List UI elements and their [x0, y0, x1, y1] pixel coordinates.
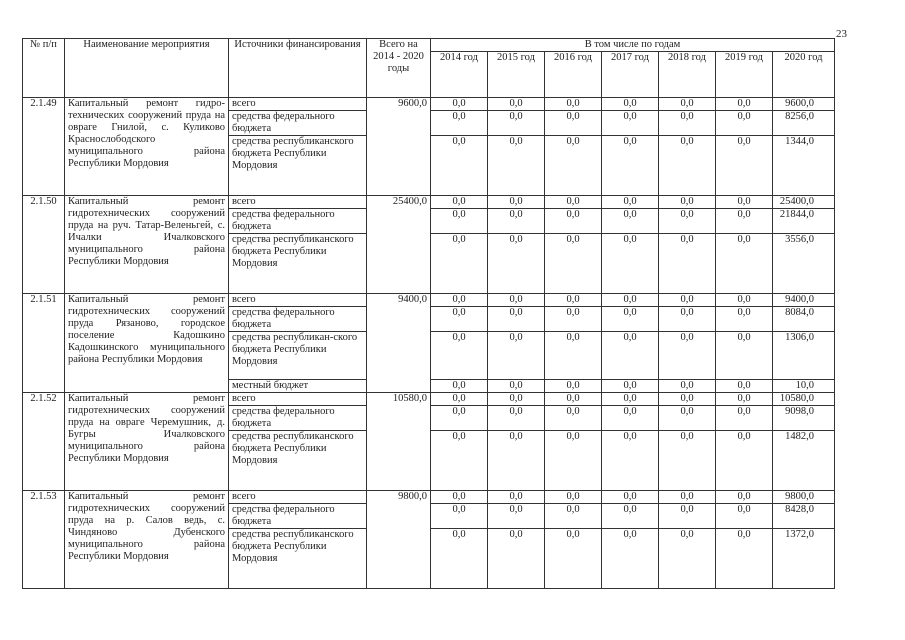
year-value: 0,0	[488, 111, 545, 136]
item-total: 9400,0	[367, 294, 431, 393]
year-value: 0,0	[488, 431, 545, 491]
financing-table	[22, 38, 835, 589]
year-value: 0,0	[716, 491, 773, 504]
year-value: 0,0	[602, 504, 659, 529]
year-value: 0,0	[545, 491, 602, 504]
item-name: Капитальный ремонт гидротехнических сооружений пруда на руч. Татар-Веленьгей, с. Ичалки Ичалковского муниципального района Республики Мордовия	[65, 196, 229, 294]
funding-source: средства республиканского бюджета Республики Мордовия	[229, 136, 367, 196]
year-value: 0,0	[488, 393, 545, 406]
item-total: 9800,0	[367, 491, 431, 589]
year-value: 0,0	[602, 234, 659, 294]
year-value: 0,0	[488, 196, 545, 209]
year-value: 0,0	[545, 234, 602, 294]
year-value: 1482,0	[773, 431, 835, 491]
year-value: 0,0	[431, 307, 488, 332]
year-value: 0,0	[545, 431, 602, 491]
year-value: 21844,0	[773, 209, 835, 234]
year-value: 0,0	[545, 111, 602, 136]
year-value: 0,0	[659, 332, 716, 380]
year-value: 0,0	[602, 529, 659, 589]
year-value: 0,0	[431, 332, 488, 380]
year-value: 0,0	[545, 504, 602, 529]
funding-source: всего	[229, 491, 367, 504]
table-body	[23, 98, 835, 589]
year-value: 0,0	[659, 136, 716, 196]
year-value: 0,0	[659, 504, 716, 529]
year-value: 8256,0	[773, 111, 835, 136]
year-value: 0,0	[545, 529, 602, 589]
year-value: 0,0	[545, 393, 602, 406]
year-value: 0,0	[545, 307, 602, 332]
year-value: 0,0	[659, 406, 716, 431]
header-name: Наименование мероприятия	[65, 39, 229, 98]
funding-source: средства республиканского бюджета Республики Мордовия	[229, 529, 367, 589]
year-value: 0,0	[431, 136, 488, 196]
item-number: 2.1.50	[23, 196, 65, 294]
header-no: № п/п	[23, 39, 65, 98]
header-year: 2017 год	[602, 52, 659, 98]
year-value: 0,0	[716, 406, 773, 431]
year-value: 0,0	[659, 380, 716, 393]
year-value: 0,0	[431, 294, 488, 307]
item-name: Капитальный ремонт гидротехнических сооружений пруда Рязаново, городское поселение Кадошкино Кадошкинского муниципального района Республики Мордовия	[65, 294, 229, 393]
year-value: 0,0	[488, 491, 545, 504]
year-value: 0,0	[431, 234, 488, 294]
year-value: 0,0	[602, 406, 659, 431]
table-row	[23, 393, 835, 406]
funding-source: средства республикан-ского бюджета Республики Мордовия	[229, 332, 367, 380]
year-value: 0,0	[545, 196, 602, 209]
year-value: 0,0	[602, 294, 659, 307]
funding-source: местный бюджет	[229, 380, 367, 393]
year-value: 0,0	[716, 294, 773, 307]
year-value: 0,0	[716, 431, 773, 491]
year-value: 0,0	[659, 491, 716, 504]
header-year: 2014 год	[431, 52, 488, 98]
year-value: 0,0	[431, 504, 488, 529]
year-value: 0,0	[602, 111, 659, 136]
funding-source: средства республиканского бюджета Республики Мордовия	[229, 431, 367, 491]
year-value: 0,0	[431, 491, 488, 504]
year-value: 0,0	[716, 307, 773, 332]
year-value: 0,0	[659, 111, 716, 136]
header-by-years: В том числе по годам	[431, 39, 835, 52]
year-value: 0,0	[659, 393, 716, 406]
year-value: 0,0	[602, 332, 659, 380]
item-total: 9600,0	[367, 98, 431, 196]
year-value: 0,0	[602, 196, 659, 209]
year-value: 0,0	[716, 111, 773, 136]
year-value: 0,0	[716, 98, 773, 111]
header-year: 2018 год	[659, 52, 716, 98]
year-value: 0,0	[659, 431, 716, 491]
item-name: Капитальный ремонт гидротехнических сооружений пруда на овраге Черемушник, д. Бугры Ичалковского муниципального района Республики Мордовия	[65, 393, 229, 491]
year-value: 0,0	[431, 98, 488, 111]
table-row	[23, 196, 835, 209]
item-total: 10580,0	[367, 393, 431, 491]
year-value: 0,0	[602, 431, 659, 491]
year-value: 0,0	[716, 393, 773, 406]
year-value: 0,0	[659, 529, 716, 589]
year-value: 0,0	[488, 529, 545, 589]
header-year: 2015 год	[488, 52, 545, 98]
year-value: 0,0	[431, 111, 488, 136]
year-value: 1344,0	[773, 136, 835, 196]
year-value: 0,0	[488, 504, 545, 529]
year-value: 0,0	[545, 380, 602, 393]
year-value: 0,0	[716, 196, 773, 209]
year-value: 0,0	[431, 406, 488, 431]
funding-source: средства федерального бюджета	[229, 504, 367, 529]
item-name: Капитальный ремонт гидротехнических сооружений пруда на р. Салов ведь, с. Чиндяново Дубенского муниципального района Республики Мордовия	[65, 491, 229, 589]
year-value: 0,0	[602, 209, 659, 234]
page-number: 23	[836, 28, 847, 40]
year-value: 0,0	[659, 294, 716, 307]
year-value: 0,0	[716, 209, 773, 234]
funding-source: средства федерального бюджета	[229, 406, 367, 431]
year-value: 0,0	[602, 393, 659, 406]
year-value: 0,0	[602, 307, 659, 332]
year-value: 0,0	[488, 98, 545, 111]
year-value: 0,0	[488, 406, 545, 431]
year-value: 0,0	[545, 98, 602, 111]
year-value: 0,0	[488, 234, 545, 294]
year-value: 0,0	[431, 196, 488, 209]
table-row	[23, 491, 835, 504]
item-number: 2.1.52	[23, 393, 65, 491]
year-value: 0,0	[545, 332, 602, 380]
year-value: 0,0	[431, 380, 488, 393]
year-value: 10580,0	[773, 393, 835, 406]
year-value: 0,0	[431, 393, 488, 406]
year-value: 0,0	[431, 209, 488, 234]
year-value: 0,0	[716, 234, 773, 294]
year-value: 1372,0	[773, 529, 835, 589]
header-total: Всего на 2014 - 2020 годы	[367, 39, 431, 98]
item-number: 2.1.53	[23, 491, 65, 589]
header-source: Источники финансирования	[229, 39, 367, 98]
year-value: 0,0	[602, 98, 659, 111]
year-value: 0,0	[488, 307, 545, 332]
table-header	[23, 39, 835, 98]
funding-source: всего	[229, 393, 367, 406]
year-value: 0,0	[659, 209, 716, 234]
header-year: 2020 год	[773, 52, 835, 98]
year-value: 3556,0	[773, 234, 835, 294]
table-row	[23, 98, 835, 111]
year-value: 0,0	[659, 307, 716, 332]
year-value: 0,0	[716, 504, 773, 529]
year-value: 8428,0	[773, 504, 835, 529]
funding-source: всего	[229, 196, 367, 209]
year-value: 9800,0	[773, 491, 835, 504]
year-value: 0,0	[716, 332, 773, 380]
header-year: 2019 год	[716, 52, 773, 98]
funding-source: всего	[229, 294, 367, 307]
item-number: 2.1.49	[23, 98, 65, 196]
table-row	[23, 294, 835, 307]
funding-source: средства федерального бюджета	[229, 111, 367, 136]
year-value: 0,0	[602, 491, 659, 504]
item-total: 25400,0	[367, 196, 431, 294]
year-value: 0,0	[602, 380, 659, 393]
year-value: 8084,0	[773, 307, 835, 332]
item-number: 2.1.51	[23, 294, 65, 393]
funding-source: всего	[229, 98, 367, 111]
funding-source: средства республиканского бюджета Республики Мордовия	[229, 234, 367, 294]
year-value: 0,0	[545, 136, 602, 196]
year-value: 0,0	[488, 294, 545, 307]
item-name: Капитальный ремонт гидро-технических сооружений пруда на овраге Гнилой, с. Куликово Краснослободского муниципального района Республики Мордовия	[65, 98, 229, 196]
funding-source: средства федерального бюджета	[229, 307, 367, 332]
year-value: 0,0	[431, 529, 488, 589]
year-value: 9098,0	[773, 406, 835, 431]
header-year: 2016 год	[545, 52, 602, 98]
year-value: 9400,0	[773, 294, 835, 307]
year-value: 0,0	[545, 294, 602, 307]
year-value: 9600,0	[773, 98, 835, 111]
year-value: 0,0	[488, 380, 545, 393]
year-value: 1306,0	[773, 332, 835, 380]
year-value: 0,0	[488, 209, 545, 234]
year-value: 0,0	[602, 136, 659, 196]
year-value: 0,0	[659, 234, 716, 294]
year-value: 0,0	[716, 380, 773, 393]
year-value: 0,0	[545, 406, 602, 431]
year-value: 0,0	[716, 136, 773, 196]
year-value: 0,0	[488, 136, 545, 196]
year-value: 10,0	[773, 380, 835, 393]
year-value: 0,0	[659, 196, 716, 209]
year-value: 0,0	[545, 209, 602, 234]
year-value: 0,0	[488, 332, 545, 380]
year-value: 25400,0	[773, 196, 835, 209]
year-value: 0,0	[431, 431, 488, 491]
year-value: 0,0	[716, 529, 773, 589]
year-value: 0,0	[659, 98, 716, 111]
funding-source: средства федерального бюджета	[229, 209, 367, 234]
